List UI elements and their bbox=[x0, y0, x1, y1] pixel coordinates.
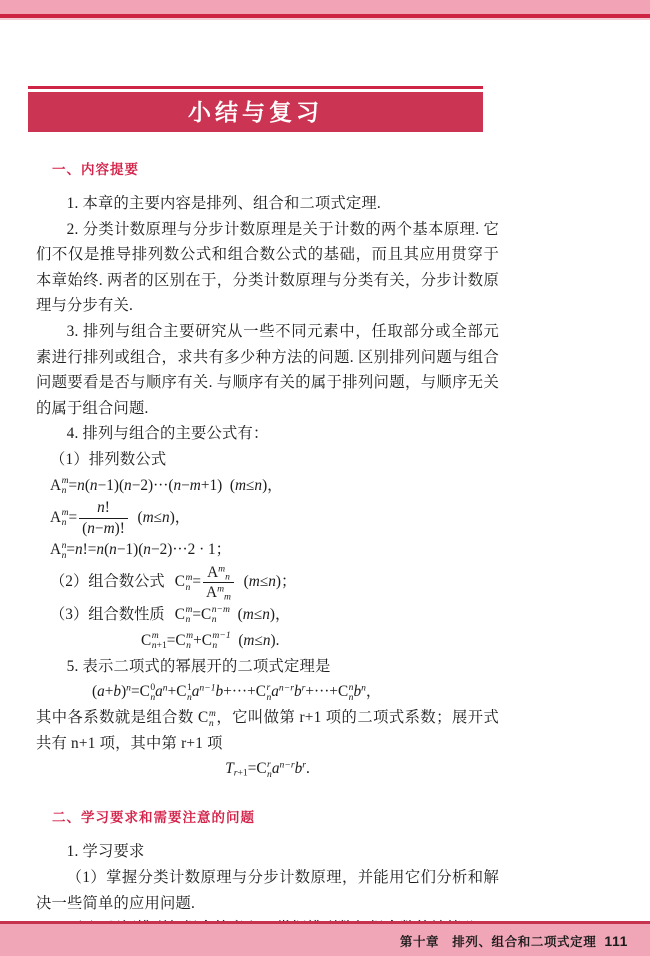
paragraph-1-5: 5. 表示二项式的幂展开的二项式定理是 bbox=[66, 657, 331, 675]
page-number: 111 bbox=[604, 933, 628, 949]
page-content bbox=[36, 158, 499, 942]
formula-binomial-theorem: $(a+b)^n=C$ 0 n $a^n+C$ 1 n $a^{n-1}b+\cdot\cdot\cdot+C$ r n $a^{n-r}b^r+\cdot\cdot\cdot+C$ n n $b^n$， bbox=[92, 681, 382, 703]
formula-permutation-1: A m n =n(n−1)(n−2)···(n−m+1) (m≤n)， bbox=[50, 475, 283, 497]
paragraph-2-2: （1）掌握分类计数原理与分步计数原理，并能用它们分析和解决一些简单的应用问题. bbox=[36, 869, 499, 912]
formula-label-permutation: （1）排列数公式 bbox=[50, 450, 167, 468]
paragraph-2-1: 1. 学习要求 bbox=[66, 843, 145, 861]
paragraph-1-4: 4. 排列与组合的主要公式有： bbox=[66, 425, 269, 443]
paragraph-1-6-part-b: ，它叫做第 r+1 项的二项式系数；展开式共有 n+1 项，其中第 r+1 项 bbox=[36, 709, 499, 752]
footer-chapter-label: 第十章 排列、组合和二项式定理 bbox=[399, 935, 597, 949]
formula-label-combination-property: （3）组合数性质 bbox=[50, 605, 165, 623]
formula-combination-property-1: （3）组合数性质 C m n =C n−m n (m≤n)， bbox=[50, 604, 291, 626]
footer bbox=[400, 932, 628, 950]
paragraph-1-3: 3. 排列与组合主要研究从一些不同元素中，任取部分或全部元素进行排列或组合，求共有多少种方法的问题. 区别排列问题与组合问题要看是否与顺序有关. 与顺序有关的属于排列问题，与顺序无关的属于组合问题. bbox=[36, 322, 499, 417]
banner-body bbox=[28, 92, 483, 132]
formula-permutation-2: A m n = $\frac{n!}{(n-m)!}$ (m≤n)， bbox=[50, 498, 191, 537]
paragraph-1-6: 其中各系数就是组合数 C m n ，它叫做第 r+1 项的二项式系数；展开式共有 n+1 项，其中第 r+1 项 bbox=[36, 707, 499, 752]
paragraph-1-1: 1. 本章的主要内容是排列、组合和二项式定理. bbox=[66, 195, 381, 212]
formula-combination-1: （2）组合数公式 C m n = $\frac{A^m_n}{A^m_m}$ (m≤n)； bbox=[50, 563, 297, 603]
formula-label-combination: （2）组合数公式 bbox=[50, 573, 165, 591]
paragraph-1-6-part-a: 其中各系数就是组合数 C bbox=[36, 709, 209, 727]
formula-general-term: $T_{r+1}=C$ r n $a^{n-r}b^r$. bbox=[225, 758, 310, 781]
top-rule-shadow bbox=[0, 18, 650, 20]
formula-permutation-3: A n n =n!=n(n−1)(n−2)···2 · 1； bbox=[50, 539, 231, 561]
section-heading-2: 二、学习要求和需要注意的问题 bbox=[52, 810, 255, 826]
paragraph-1-2: 2. 分类计数原理与分步计数原理是关于计数的两个基本原理. 它们不仅是推导排列数公式和组合数公式的基础，而且其应用贯穿于本章始终. 两者的区别在于，分类计数原理与分类有关，分步计数原理与分步有关. bbox=[36, 220, 499, 315]
section-heading-1: 一、内容提要 bbox=[52, 162, 139, 177]
top-decorative-band bbox=[0, 0, 650, 14]
formula-combination-property-2: C m n+1 =C m n +C m−1 n (m≤n). bbox=[141, 630, 280, 652]
title-banner bbox=[28, 86, 483, 132]
page-title: 小结与复习 bbox=[188, 98, 323, 125]
